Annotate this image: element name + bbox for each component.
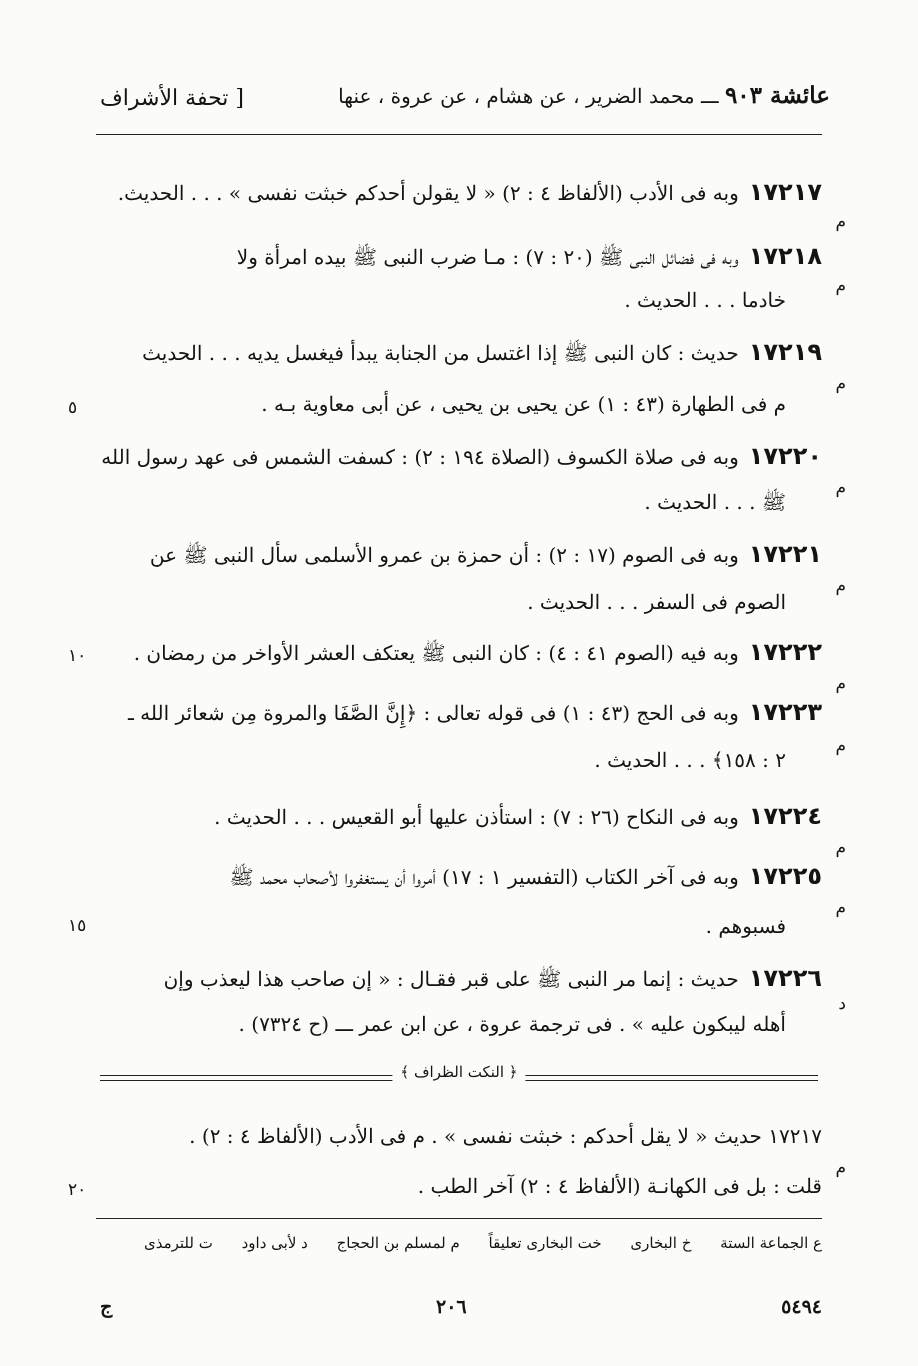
entry-17223 (96, 692, 822, 733)
siglum-mark: م (835, 1158, 846, 1178)
entry-number: ١٧٢٢٣ (748, 698, 822, 726)
header-chain: ـــ محمد الضرير ، عن هشام ، عن عروة ، عنها (338, 84, 725, 108)
entry-17226 (96, 958, 822, 999)
sigla-item: م لمسلم بن الحجاج (336, 1234, 460, 1252)
entry-text: وبه فى الحج (٤٣ : ١) فى قوله تعالى : ﴿إِنَّ الصَّفَا والمروة مِن شعائر الله ـ (127, 701, 739, 725)
entry-number: ١٧٢٢٥ (748, 862, 822, 890)
entry-number: ١٧٢٢٠ (748, 442, 822, 470)
sigla-item: ت للترمذى (143, 1234, 213, 1252)
line-number: ٥ (68, 398, 78, 418)
section-separator (100, 1063, 818, 1083)
entry-text: وبه فى الأدب (الألفاظ ٤ : ٢) « لا يقولن أحدكم خبثت نفسى » . . . الحديث. (117, 181, 739, 205)
entry-continuation: ﷺ . . . الحديث . (644, 490, 786, 514)
line-number: ١٠ (68, 646, 87, 666)
nukat-line: ١٧٢١٧ حديث « لا يقل أحدكم : خبثت نفسى » . م فى الأدب (الألفاظ ٤ : ٢) . (189, 1124, 822, 1148)
entry-17218 (96, 236, 822, 277)
entry-continuation: ٢ : ١٥٨﴾ . . . الحديث . (594, 748, 786, 772)
sigla-item: ع الجماعة الستة (720, 1234, 822, 1252)
siglum-mark: م (835, 276, 846, 296)
entry-number: ١٧٢٢٤ (748, 802, 822, 830)
sigla-item: د لأبى داود (241, 1234, 308, 1252)
line-number: ١٥ (68, 916, 87, 936)
entry-17220 (96, 436, 822, 477)
entry-number: ١٧٢١٩ (748, 338, 822, 366)
siglum-mark: م (835, 212, 846, 232)
header-rule (96, 134, 822, 135)
entry-continuation: الصوم فى السفر . . . الحديث . (527, 590, 786, 614)
entry-continuation: م فى الطهارة (٤٣ : ١) عن يحيى بن يحيى ، عن أبى معاوية بـه . (261, 392, 786, 416)
siglum-mark: م (835, 478, 846, 498)
siglum-mark: م (835, 736, 846, 756)
book-title: [ تحفة الأشراف (100, 86, 244, 111)
entry-number: ١٧٢٢٦ (748, 964, 822, 992)
siglum-mark: م (835, 898, 846, 918)
running-header (290, 82, 830, 109)
volume-letter: ج (100, 1296, 113, 1318)
entry-17225 (96, 856, 822, 897)
line-number: ٢٠ (68, 1180, 87, 1200)
entry-17219 (96, 332, 822, 373)
siglum-mark: م (835, 674, 846, 694)
entry-number: ١٧٢١٨ (748, 242, 822, 270)
entry-text: وبه فيه (الصوم ٤١ : ٤) : كان النبى ﷺ يعتكف العشر الأواخر من رمضان . (133, 641, 739, 665)
page-number: ٢٠٦ (436, 1296, 467, 1318)
siglum-mark: م (835, 576, 846, 596)
entry-text: حديث : كان النبى ﷺ إذا اغتسل من الجنابة يبدأ فيغسل يديه . . . الحديث (142, 341, 739, 365)
entry-text: وبه فى آخر الكتاب (التفسير ١ : ١٧) أمروا أن يستغفروا لأصحاب محمد ﷺ (229, 865, 739, 889)
entry-continuation: خادما . . . الحديث . (624, 288, 786, 312)
entry-text: حديث : إنما مر النبى ﷺ على قبر فقـال : « إن صاحب هذا ليعذب وإن (163, 967, 739, 991)
siglum-mark: م (835, 838, 846, 858)
entry-number: ١٧٢٢٢ (748, 638, 822, 666)
header-title: عائشة ٩٠٣ (724, 82, 830, 109)
entry-continuation: أهله ليبكون عليه » . فى ترجمة عروة ، عن ابن عمر ـــ (ح ٧٣٢٤) . (238, 1012, 786, 1036)
entry-17222 (96, 632, 822, 673)
separator-title: ﴿ النكت الظراف ﴾ (392, 1063, 525, 1081)
entry-continuation: فسبوهم . (705, 914, 786, 938)
siglum-mark: م (835, 374, 846, 394)
sigla-item: خت البخارى تعليقاً (488, 1234, 602, 1252)
sigla-key (96, 1234, 822, 1252)
entry-17217 (96, 172, 822, 213)
entry-17221 (96, 534, 822, 575)
entry-number: ١٧٢١٧ (748, 178, 822, 206)
sigla-item: خ البخارى (630, 1234, 692, 1252)
entry-17224 (96, 796, 822, 837)
hadith-number: ٥٤٩٤ (781, 1296, 822, 1318)
nukat-comment: قلت : بل فى الكهانـة (الألفاظ ٤ : ٢) آخر الطب . (417, 1174, 822, 1198)
entry-text: وبه فى الصوم (١٧ : ٢) : أن حمزة بن عمرو الأسلمى سأل النبى ﷺ عن (149, 543, 739, 567)
footnote-rule (96, 1218, 822, 1219)
entry-number: ١٧٢٢١ (748, 540, 822, 568)
entry-text: وبه فى صلاة الكسوف (الصلاة ١٩٤ : ٢) : كسفت الشمس فى عهد رسول الله (101, 445, 739, 469)
entry-text: وبه فى النكاح (٢٦ : ٧) : استأذن عليها أبو القعيس . . . الحديث . (214, 805, 739, 829)
siglum-mark: د (838, 994, 846, 1014)
entry-text: وبه فى فضائل النبى ﷺ (٢٠ : ٧) : مـا ضرب النبى ﷺ بيده امرأة ولا (236, 245, 739, 269)
